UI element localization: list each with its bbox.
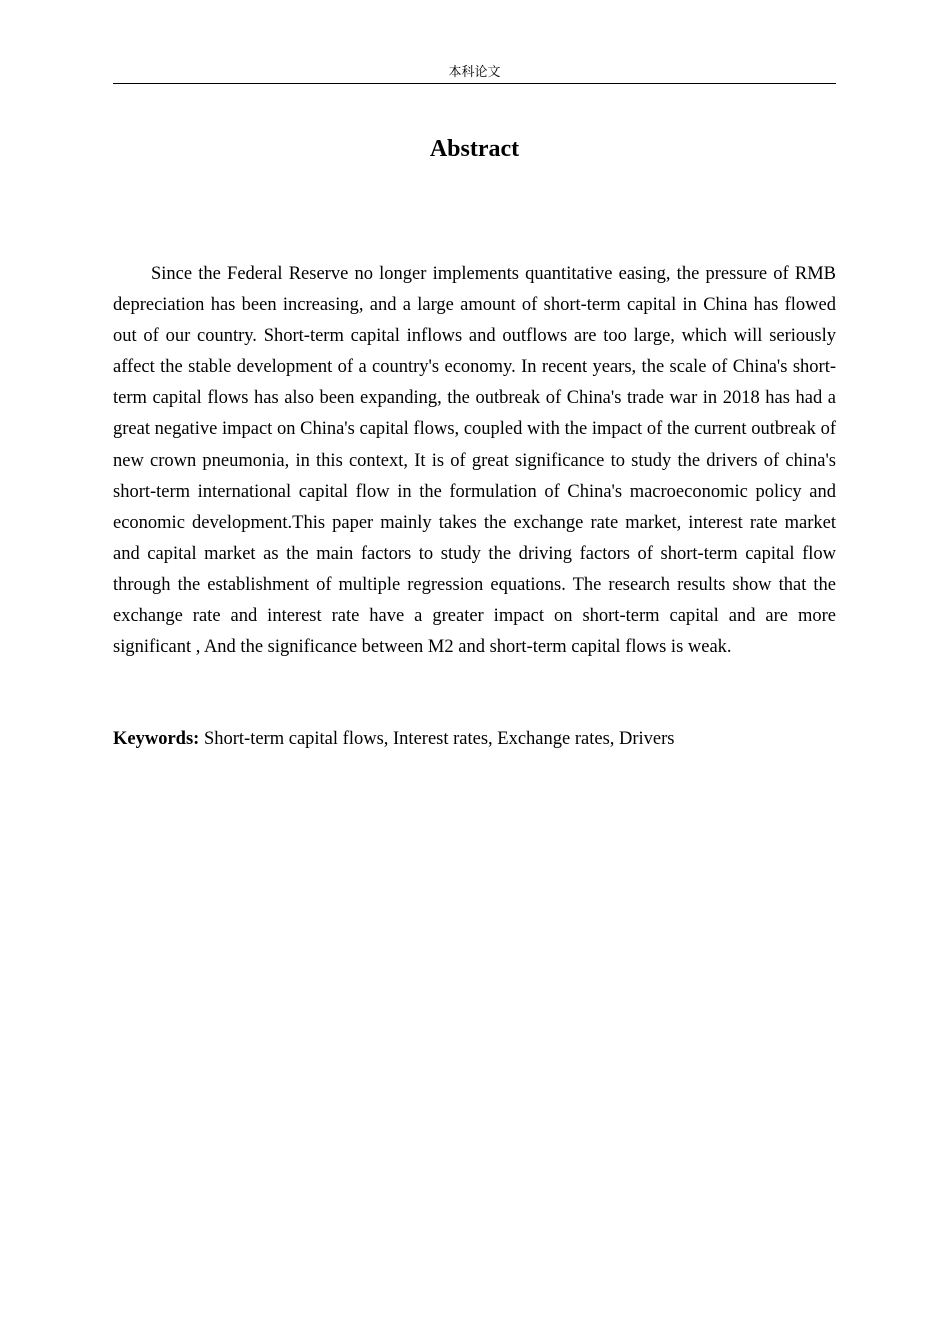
keywords-text: Short-term capital flows, Interest rates, Exchange rates, Drivers xyxy=(199,729,675,749)
abstract-body: Since the Federal Reserve no longer implements quantitative easing, the pressure of RMB depreciation has been increasing, and a large amount of short-term capital in China has flowed out of our country. Short-term capital inflows and outflows are too large, which will seriously affect the stable development of a country's economy. In recent years, the scale of China's short-term capital flows has also been expanding, the outbreak of China's trade war in 2018 has had a great negative impact on China's capital flows, coupled with the impact of the current outbreak of new crown pneumonia, in this context, It is of great significance to study the drivers of china's short-term international capital flow in the formulation of China's macroeconomic policy and economic development.This paper mainly takes the exchange rate market, interest rate market and capital market as the main factors to study the driving factors of short-term capital flow through the establishment of multiple regression equations. The research results show that the exchange rate and interest rate have a greater impact on short-term capital and are more significant , And the significance between M2 and short-term capital flows is weak. xyxy=(113,264,836,658)
abstract-title: Abstract xyxy=(429,136,520,162)
running-header: 本科论文 xyxy=(448,65,501,80)
header-rule xyxy=(113,83,836,84)
keywords-line xyxy=(113,724,836,755)
keywords-label: Keywords: xyxy=(113,729,200,749)
